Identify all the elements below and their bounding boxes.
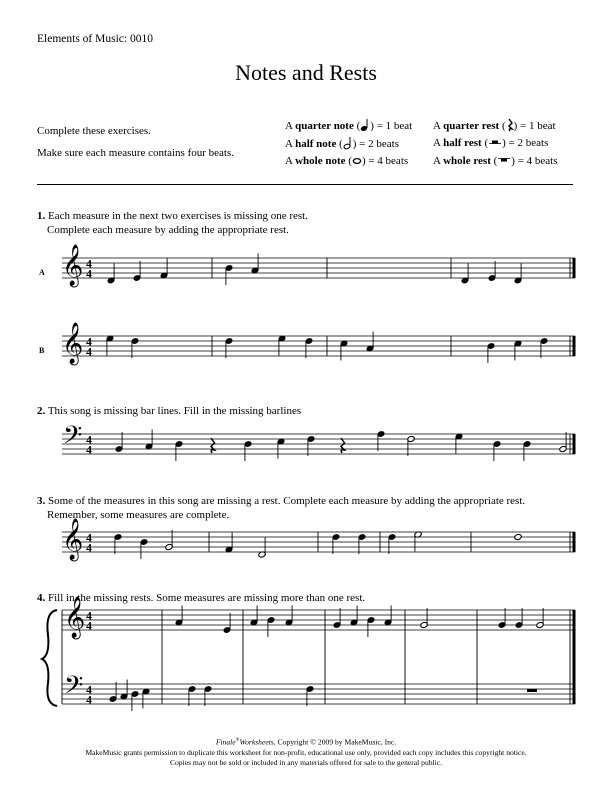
- legend-half-rest: A half rest ( ) = 2 beats: [433, 137, 549, 149]
- legend-whole-note: A whole note ( ) = 4 beats: [285, 155, 409, 167]
- time-signature-bottom: 4: [86, 542, 92, 555]
- legend-whole-rest: A whole rest ( ) = 4 beats: [433, 155, 558, 167]
- instruction-line-1: Complete these exercises.: [37, 125, 151, 137]
- exercise-1-instructions: 1. Each measure in the next two exercises is missing one rest. Complete each measure by adding the appropriate rest.: [37, 210, 308, 236]
- grand-staff-brace: [42, 610, 57, 706]
- time-signature-top: 4: [86, 258, 92, 271]
- exercise-3-instructions: 3. Some of the measures in this song are missing a rest. Complete each measure by adding the appropriate rest. Remember, some measures are complete.: [37, 495, 526, 521]
- copyright-footer: Finale®Worksheets, Copyright © 2009 by MakeMusic, Inc. MakeMusic grants permission to duplicate this worksheet for non-profit, educational use only, provided each copy includes this copyright notice. Copies may not be sold or included in any materials offered for sale to the general public.: [85, 737, 527, 767]
- time-signature-top: 4: [86, 532, 92, 545]
- final-barline-thick: [573, 336, 576, 356]
- legend-half-note: A half note ( ) = 2 beats: [285, 138, 399, 150]
- worksheet-series-label: Elements of Music: 0010: [37, 33, 153, 45]
- bass-clef-icon: 𝄢: [63, 421, 83, 456]
- time-signature-bottom: 4: [86, 346, 92, 359]
- time-signature-bottom: 4: [86, 620, 92, 633]
- instruction-line-2: Make sure each measure contains four beats.: [37, 147, 235, 159]
- treble-clef-icon: 𝄞: [62, 245, 84, 286]
- final-barline-thick: [573, 610, 576, 704]
- time-signature-bottom: 4: [86, 268, 92, 281]
- staff-label-a: A: [39, 268, 45, 277]
- staff-label-b: B: [39, 346, 45, 355]
- quarter-rest: [341, 438, 345, 453]
- time-signature-top: 4: [86, 684, 92, 697]
- time-signature-top: 4: [86, 336, 92, 349]
- treble-clef-icon: 𝄞: [64, 597, 86, 638]
- final-barline-thick: [573, 258, 576, 278]
- final-barline-thick: [573, 532, 576, 552]
- whole-rest: [527, 689, 537, 692]
- legend-quarter-note: A quarter note ( ) = 1 beat: [285, 120, 413, 132]
- final-barline-thick: [573, 434, 576, 454]
- quarter-rest: [211, 438, 215, 453]
- time-signature-bottom: 4: [86, 694, 92, 707]
- time-signature-top: 4: [86, 434, 92, 447]
- time-signature-bottom: 4: [86, 444, 92, 457]
- whole-note: [514, 533, 522, 540]
- legend-quarter-rest: A quarter rest ( ) = 1 beat: [433, 120, 556, 132]
- exercise-2-instructions: 2. This song is missing bar lines. Fill in the missing barlines: [37, 405, 302, 417]
- exercise-4-instructions: 4. Fill in the missing rests. Some measures are missing more than one rest.: [37, 592, 366, 604]
- page-title: Notes and Rests: [235, 60, 377, 85]
- time-signature-top: 4: [86, 610, 92, 623]
- bass-clef-icon: 𝄢: [64, 671, 84, 706]
- treble-clef-icon: 𝄞: [62, 519, 84, 560]
- treble-clef-icon: 𝄞: [62, 323, 84, 364]
